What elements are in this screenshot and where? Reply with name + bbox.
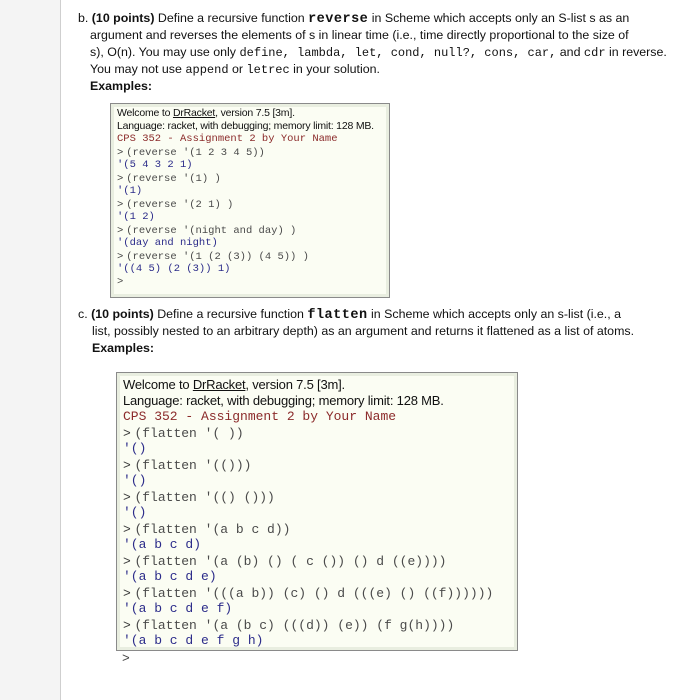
repl-c-language: Language: racket, with debugging; memory limit: 128 MB. xyxy=(123,393,444,408)
prompt-icon: > xyxy=(117,225,124,237)
repl-b-cmd-3: (reverse '(night and day) ) xyxy=(126,225,297,237)
repl-c-cmd-1: (flatten '(())) xyxy=(134,458,252,473)
question-c-line-2: list, possibly nested to an arbitrary depth) as an argument and returns it flattened as a list of atoms. xyxy=(92,324,635,338)
prompt-icon: > xyxy=(123,586,131,601)
drracket-repl-c xyxy=(116,372,518,651)
repl-c-res-1: '() xyxy=(123,473,147,488)
repl-c-cmd xyxy=(123,425,244,441)
question-b-line-2: argument and reverses the elements of s in linear time (i.e., time directly proportional to the size of xyxy=(90,28,629,42)
repl-b-welcome xyxy=(117,107,295,119)
prompt-icon: > xyxy=(123,458,131,473)
repl-c-res-0: '() xyxy=(123,441,147,456)
allowed-functions: define, lambda, let, cond, null?, cons, car, xyxy=(239,46,557,60)
question-b-text-4: You may not use xyxy=(90,62,182,76)
prompt-icon: > xyxy=(123,554,131,569)
repl-b-cmd-4: (reverse '(1 (2 (3)) (4 5)) ) xyxy=(126,251,309,263)
question-b-text-1b: in Scheme which accepts only an S-list s as an xyxy=(371,11,630,25)
examples-label-b: Examples: xyxy=(90,79,152,93)
repl-b-cmd xyxy=(117,172,221,185)
repl-c-cmd xyxy=(123,521,290,537)
question-b-text-3: s), O(n). You may use only xyxy=(90,45,237,59)
question-b-text-1: Define a recursive function xyxy=(157,11,305,25)
question-b-line-4 xyxy=(90,61,380,79)
repl-b-cmd xyxy=(117,224,296,237)
repl-c-res-3: '(a b c d) xyxy=(123,537,202,552)
repl-b-cmd xyxy=(117,146,265,159)
examples-label-c: Examples: xyxy=(92,341,154,355)
repl-b-cmd xyxy=(117,198,233,211)
repl-c-cmd xyxy=(123,553,447,569)
repl-b-cmd xyxy=(117,250,309,263)
prompt-icon: > xyxy=(123,490,131,505)
prompt-icon: > xyxy=(123,426,131,441)
drracket-repl-b xyxy=(110,103,390,298)
repl-b-cmd-0: (reverse '(1 2 3 4 5)) xyxy=(126,147,265,159)
repl-c-cmd-0: (flatten '( )) xyxy=(134,426,244,441)
repl-c-res-2: '() xyxy=(123,505,147,520)
prompt-icon: > xyxy=(123,618,131,633)
function-name-reverse: reverse xyxy=(308,12,369,27)
question-c-text-1: Define a recursive function xyxy=(157,307,304,321)
prompt-icon: > xyxy=(117,199,124,211)
repl-c-cmd xyxy=(123,617,454,633)
question-c-label: c. xyxy=(78,307,88,321)
repl-c-cmd xyxy=(123,457,251,473)
question-b-line-3 xyxy=(90,44,667,62)
repl-c-welcome xyxy=(123,377,345,392)
repl-b-res-4: '((4 5) (2 (3)) 1) xyxy=(117,263,231,275)
repl-b-res-2: '(1 2) xyxy=(117,211,155,223)
repl-c-cmd xyxy=(123,585,493,601)
repl-c-tag: CPS 352 - Assignment 2 by Your Name xyxy=(123,409,397,424)
question-b-text-3b: in reverse. xyxy=(608,45,667,59)
question-b-line-1 xyxy=(78,10,629,28)
repl-c-version: , version 7.5 [3m]. xyxy=(245,377,345,392)
repl-c-cmd-5: (flatten '(((a b)) (c) () d (((e) () ((f)))))) xyxy=(134,586,494,601)
question-c-points: (10 points) xyxy=(91,307,154,321)
prompt-icon: > xyxy=(117,251,124,263)
question-b-points: (10 points) xyxy=(91,11,155,25)
question-c-line-1 xyxy=(78,306,621,324)
repl-c-cmd-3: (flatten '(a b c d)) xyxy=(134,522,291,537)
prompt-icon: > xyxy=(117,147,124,159)
repl-c-res-4: '(a b c d e) xyxy=(123,569,217,584)
repl-c-res-6: '(a b c d e f g h) xyxy=(123,633,264,648)
repl-b-res-0: '(5 4 3 2 1) xyxy=(117,159,193,171)
repl-b-cmd-2: (reverse '(2 1) ) xyxy=(126,199,234,211)
repl-c-welcome-text: Welcome to xyxy=(123,377,190,392)
repl-b-version: , version 7.5 [3m]. xyxy=(215,107,295,119)
repl-c-cmd-6: (flatten '(a (b c) (((d)) (e)) (f g(h)))) xyxy=(134,618,455,633)
prompt-icon: > xyxy=(123,522,131,537)
cdr-keyword: cdr xyxy=(583,46,606,60)
repl-b-language: Language: racket, with debugging; memory limit: 128 MB. xyxy=(117,120,374,132)
question-b-label: b. xyxy=(78,11,89,25)
question-b-or: or xyxy=(231,62,244,76)
prompt-icon: > xyxy=(117,173,124,185)
repl-c-cmd xyxy=(123,489,275,505)
repl-c-cmd-2: (flatten '(() ())) xyxy=(134,490,275,505)
repl-b-tag: CPS 352 - Assignment 2 by Your Name xyxy=(117,133,338,145)
repl-c-cmd-4: (flatten '(a (b) () ( c ()) () d ((e)))) xyxy=(134,554,447,569)
append-keyword: append xyxy=(185,63,229,77)
question-b-and: and xyxy=(559,45,581,59)
repl-c-res-5: '(a b c d e f) xyxy=(123,601,233,616)
repl-b-cmd-1: (reverse '(1) ) xyxy=(126,173,221,185)
repl-b-welcome-text: Welcome to xyxy=(117,107,171,119)
repl-b-input-prompt[interactable]: > xyxy=(117,276,124,288)
repl-b-res-1: '(1) xyxy=(117,185,143,197)
repl-c-input-prompt[interactable]: > xyxy=(122,651,130,666)
question-b-text-4b: in your solution. xyxy=(293,62,380,76)
question-c-text-1b: in Scheme which accepts only an s-list (i.e., a xyxy=(371,307,622,321)
drracket-link-c[interactable]: DrRacket xyxy=(192,377,246,392)
function-name-flatten: flatten xyxy=(307,308,368,323)
letrec-keyword: letrec xyxy=(246,63,290,77)
drracket-link-b[interactable]: DrRacket xyxy=(172,107,216,119)
repl-b-res-3: '(day and night) xyxy=(117,237,218,249)
